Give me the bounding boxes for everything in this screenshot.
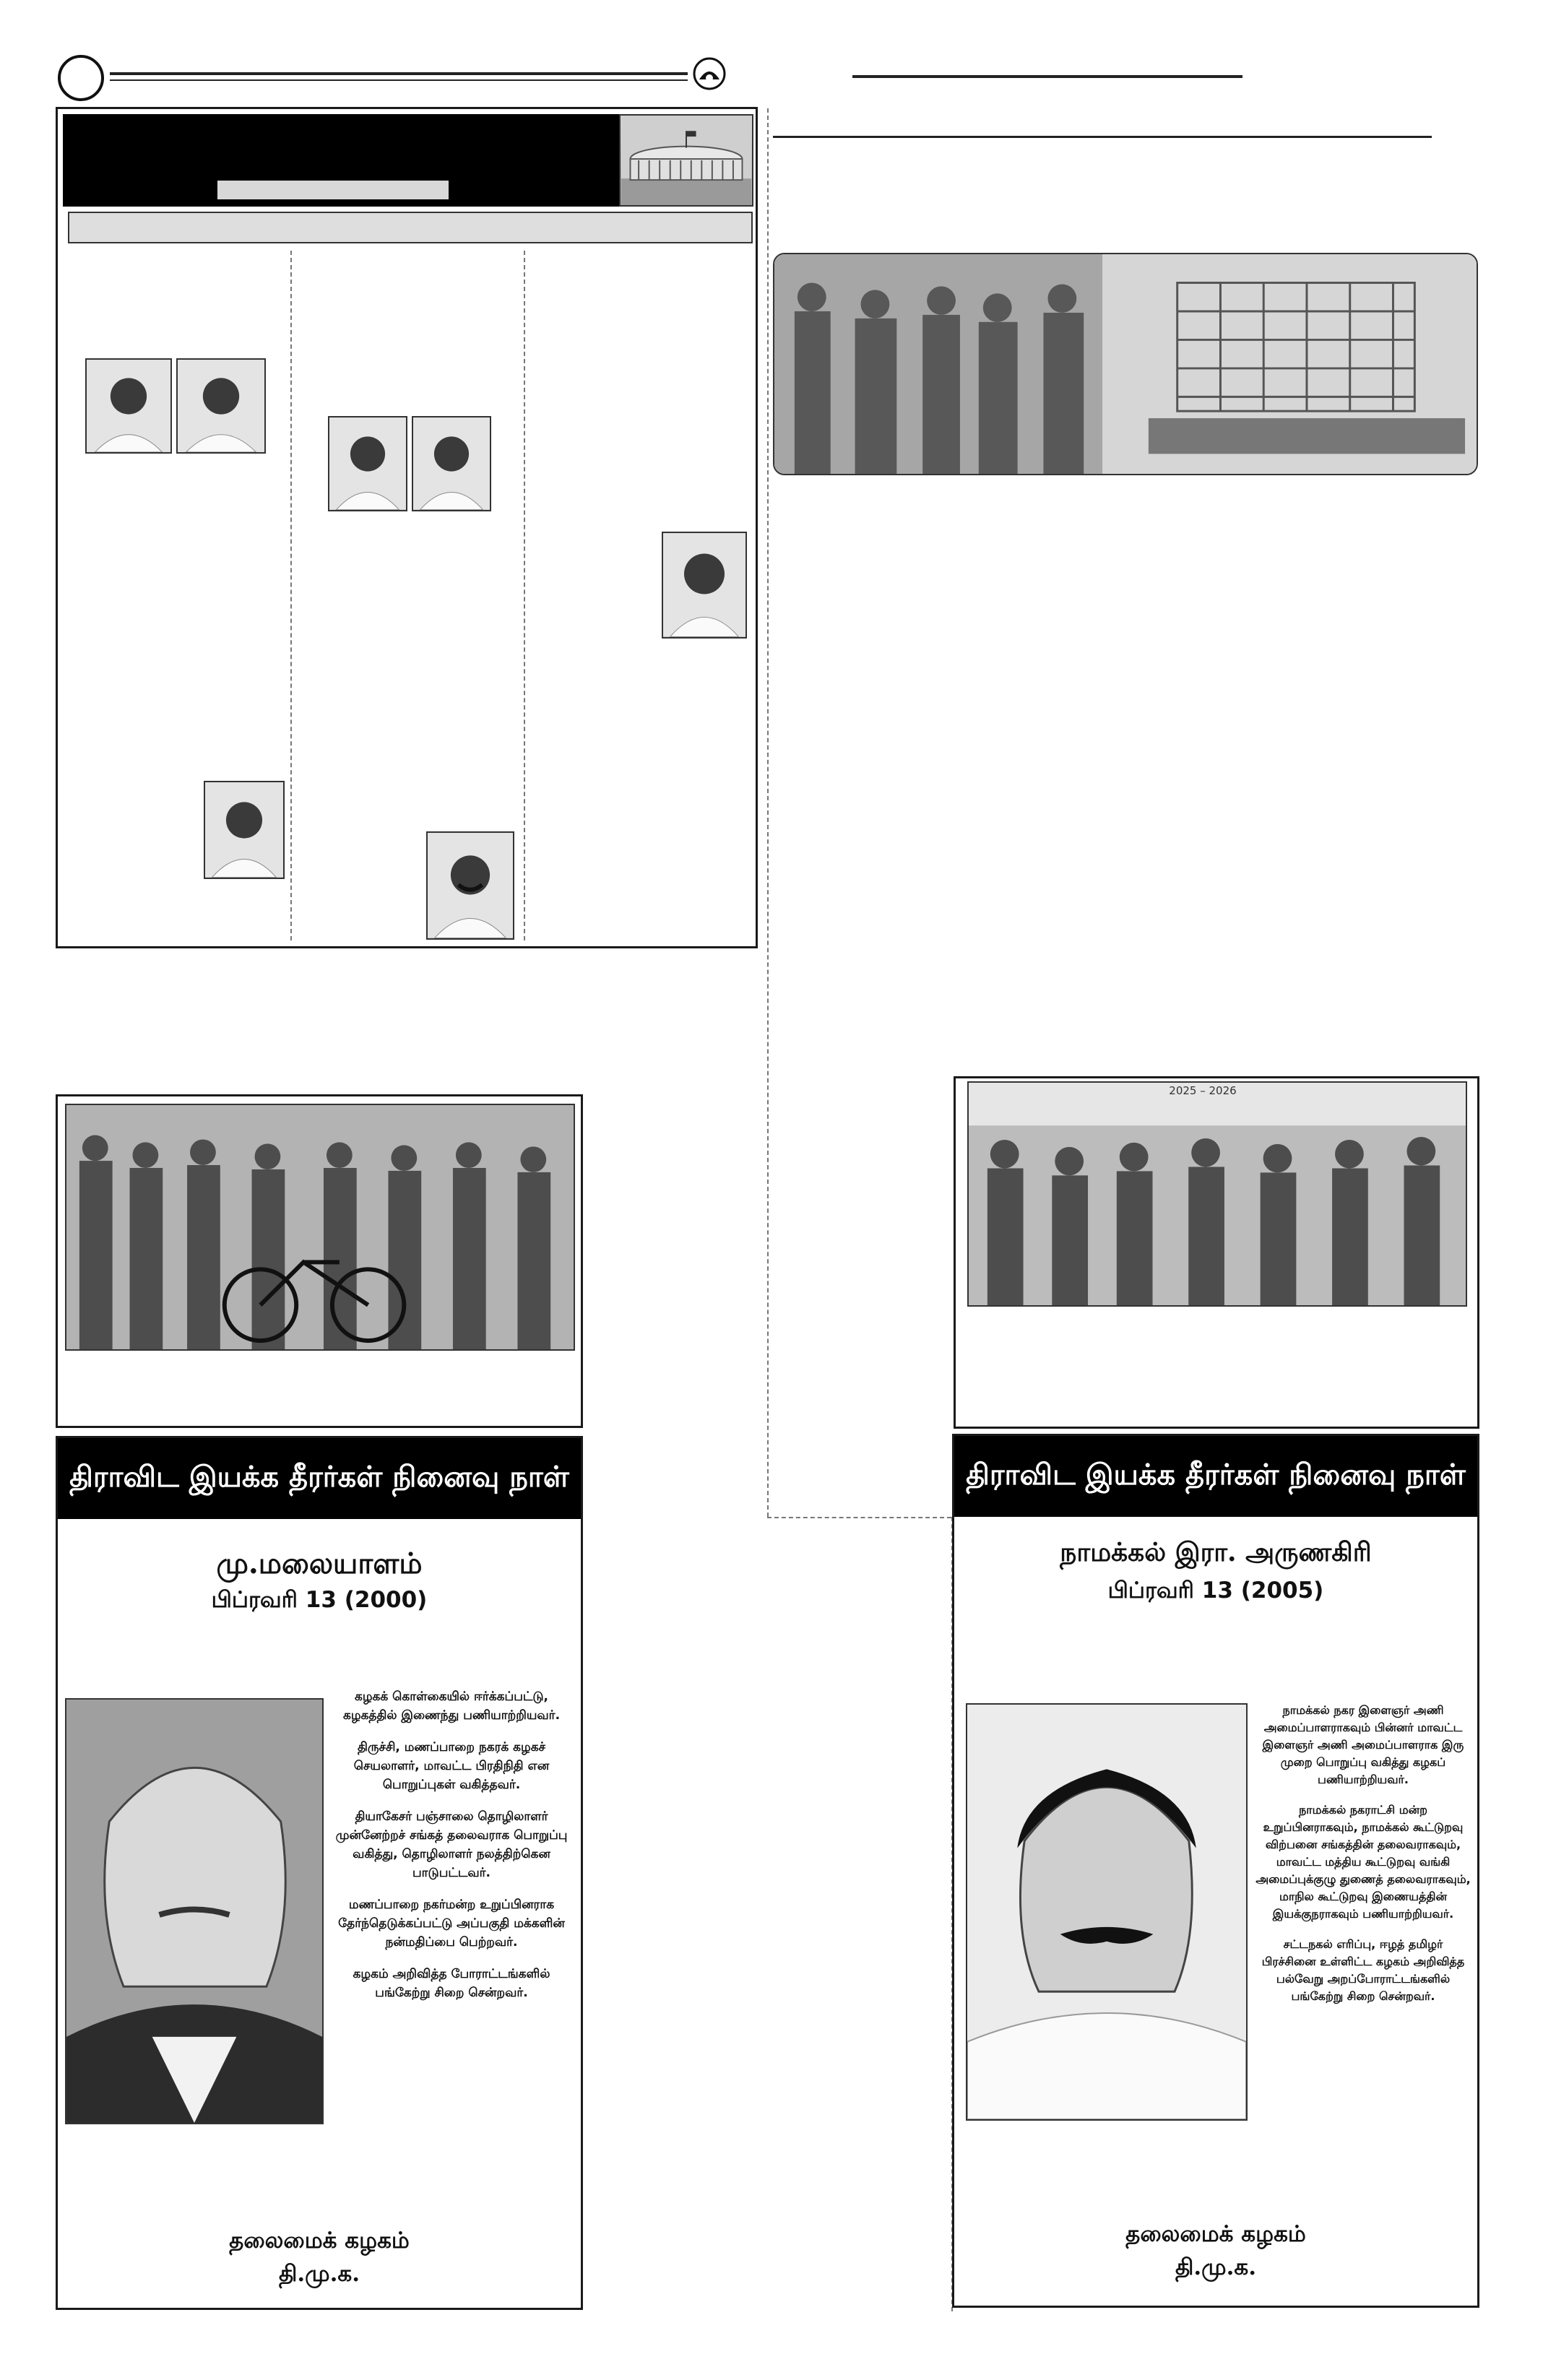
portrait-mp-7 — [426, 831, 514, 940]
memorial-header: திராவிட இயக்க தீரர்கள் நினைவு நாள் — [954, 1436, 1477, 1517]
bio-paragraph: நாமக்கல் நகர இளைஞர் அணி அமைப்பாளராகவும் பின்னர் மாவட்ட இளைஞர் அணி அமைப்பாளராக இரு முறை பொறுப்பு வகித்து கழகப் பணியாற்றியவர். — [1262, 1703, 1464, 1786]
portrait-mp-2 — [176, 358, 266, 454]
parliament-building-photo — [619, 114, 753, 207]
memorial-bio — [332, 1687, 571, 2135]
memorial-name: மு.மலையாளம் — [216, 1546, 423, 1580]
memorial-name: நாமக்கல் இரா. அருணகிரி — [1060, 1537, 1372, 1567]
circle-page-marker-icon — [58, 55, 104, 101]
bio-paragraph: கழகக் கொள்கையில் ஈர்க்கப்பட்டு, கழகத்தில் இணைந்து பணியாற்றியவர். — [342, 1689, 561, 1723]
headline-black-band — [63, 114, 619, 207]
memorial-card-right — [952, 1434, 1479, 2308]
bio-paragraph: நாமக்கல் நகராட்சி மன்ற உறுப்பினராகவும், நாமக்கல் கூட்டுறவு விற்பனை சங்கத்தின் தலைவராகவும், மாவட்ட மத்திய கூட்டுறவு வங்கி அமைப்புக்குழு துணைத் தலைவராகவும், மாநில கூட்டுறவு இணையத்தின் இயக்குநராகவும் பணியாற்றியவர். — [1255, 1803, 1471, 1921]
masthead — [0, 0, 1543, 108]
portrait-mp-6 — [204, 781, 285, 879]
right-headline-rule — [773, 136, 1432, 138]
construction-site-photo — [773, 253, 1478, 475]
memorial-portrait-photo — [65, 1698, 324, 2124]
bio-paragraph: மணப்பாறை நகர்மன்ற உறுப்பினராக தேர்ந்தெடுக்கப்பட்டு அப்பகுதி மக்களின் நன்மதிப்பை பெற்றவர். — [338, 1897, 565, 1950]
bio-paragraph: கழகம் அறிவித்த போராட்டங்களில் பங்கேற்று சிறை சென்றவர். — [353, 1967, 550, 2000]
bio-paragraph: திருச்சி, மணப்பாறை நகரக் கழகச் செயலாளர், மாவட்ட பிரதிநிதி என பொறுப்புகள் வகித்தவர். — [353, 1740, 550, 1792]
portrait-mp-4 — [412, 416, 491, 511]
photo-box-left — [56, 1094, 583, 1428]
masthead-rule-left — [110, 72, 688, 75]
column-divider — [767, 108, 769, 1517]
portrait-mp-5 — [662, 532, 747, 639]
photo-box-right — [954, 1076, 1479, 1429]
bio-paragraph: தியாகேசர் பஞ்சாலை தொழிலாளர் முன்னேற்றச் சங்கத் தலைவராக பொறுப்பு வகித்து, தொழிலாளர் நலத்திற்கென பாடுபட்டவர். — [335, 1809, 568, 1880]
footer-party: தி.மு.க. — [1175, 2254, 1257, 2280]
memorial-footer — [954, 2217, 1477, 2287]
memorial-header: திராவிட இயக்க தீரர்கள் நினைவு நாள் — [58, 1438, 581, 1519]
portrait-mp-3 — [328, 416, 407, 511]
masthead-rule-left-2 — [110, 79, 688, 81]
subheadline-bar — [68, 212, 753, 243]
memorial-date: பிப்ரவரி 13 (2000) — [211, 1587, 428, 1613]
footer-org: தலைமைக் கழகம் — [1125, 2221, 1306, 2247]
bhoomi-puja-photo — [967, 1081, 1467, 1307]
bio-paragraph: சட்டநகல் எரிப்பு, ஈழத் தமிழர் பிரச்சினை உள்ளிட்ட கழகம் அறிவித்த பல்வேறு அறப்போராட்டங்களில் பங்கேற்று சிறை சென்றவர். — [1261, 1937, 1465, 2003]
headline-subbar — [217, 181, 449, 199]
memorial-date: பிப்ரவரி 13 (2005) — [1107, 1578, 1324, 1604]
footer-org: தலைமைக் கழகம் — [229, 2228, 410, 2254]
memorial-portrait-photo — [966, 1703, 1248, 2121]
parliament-building-icon — [621, 116, 752, 205]
banner-year-label: 2025 – 2026 — [1169, 1084, 1237, 1097]
memorial-card-left — [56, 1436, 583, 2310]
cycle-distribution-photo — [65, 1104, 575, 1351]
memorial-bio — [1255, 1702, 1471, 2135]
footer-party: தி.மு.க. — [278, 2261, 360, 2287]
parliament-news-box — [56, 107, 758, 948]
portrait-mp-1 — [85, 358, 172, 454]
rising-sun-emblem-icon — [692, 56, 727, 91]
inner-column-divider-2 — [524, 251, 525, 940]
column-divider-jog — [767, 1517, 951, 1518]
inner-column-divider-1 — [290, 251, 292, 940]
masthead-rule-right — [852, 75, 1242, 78]
memorial-footer — [58, 2224, 581, 2293]
